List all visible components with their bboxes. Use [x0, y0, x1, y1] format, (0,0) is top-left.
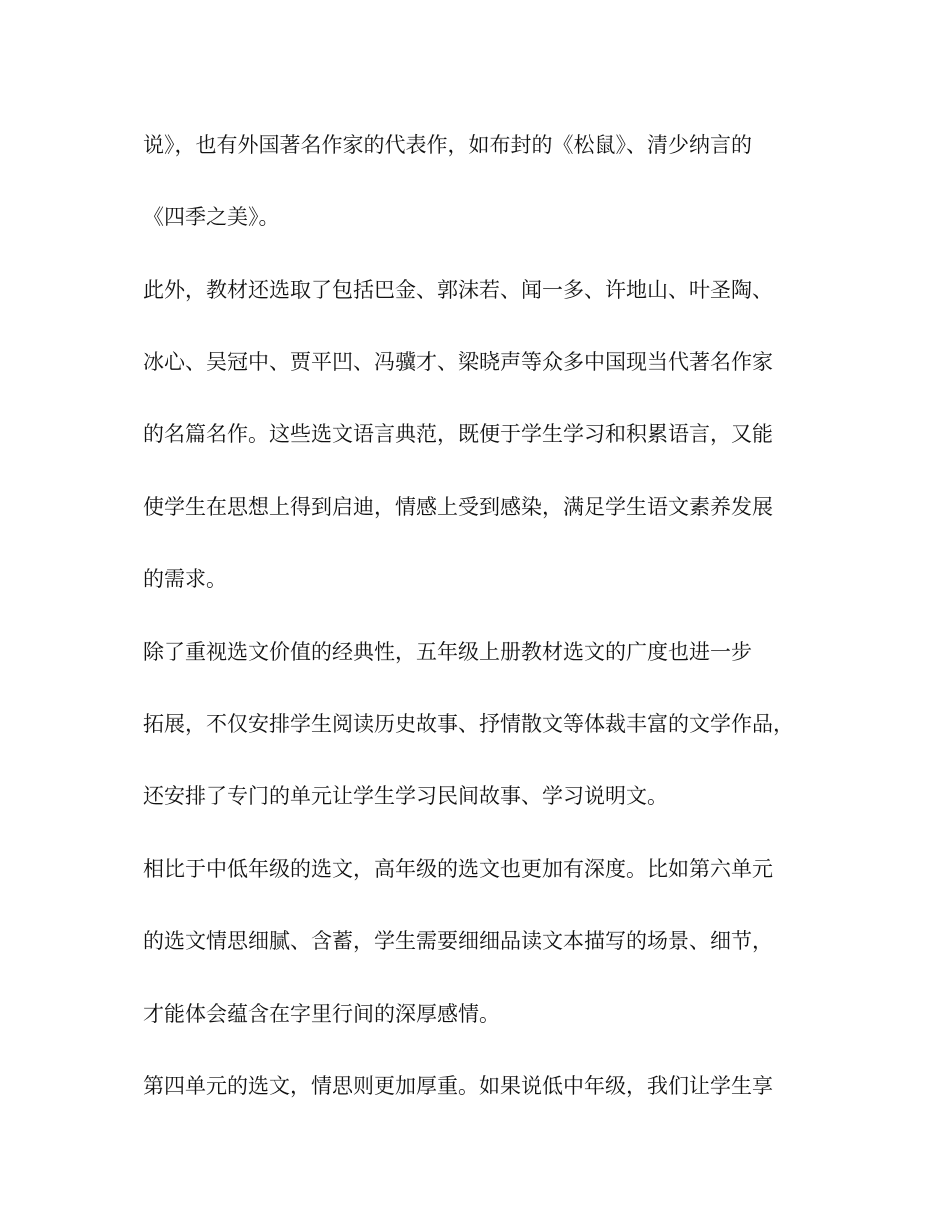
text-line: 还安排了专门的单元让学生学习民间故事、学习说明文。 [143, 784, 668, 808]
text-line: 第四单元的选文，情思则更加厚重。如果说低中年级，我们让学生享 [143, 1074, 773, 1098]
text-line: 的名篇名作。这些选文语言典范，既便于学生学习和积累语言，又能 [143, 422, 773, 446]
text-line: 冰心、吴冠中、贾平凹、冯骥才、梁晓声等众多中国现当代著名作家 [143, 350, 773, 374]
text-line: 使学生在思想上得到启迪，情感上受到感染，满足学生语文素养发展 [143, 495, 773, 519]
text-line: 此外，教材还选取了包括巴金、郭沫若、闻一多、许地山、叶圣陶、 [143, 278, 773, 302]
text-line: 的选文情思细腻、含蓄，学生需要细细品读文本描写的场景、细节， [143, 929, 773, 953]
text-line: 才能体会蕴含在字里行间的深厚感情。 [143, 1002, 500, 1026]
text-line: 拓展，不仅安排学生阅读历史故事、抒情散文等体裁丰富的文学作品， [143, 712, 794, 736]
text-line: 除了重视选文价值的经典性，五年级上册教材选文的广度也进一步 [143, 640, 752, 664]
text-line: 的需求。 [143, 567, 227, 591]
text-line: 《四季之美》。 [143, 205, 280, 229]
text-line: 相比于中低年级的选文，高年级的选文也更加有深度。比如第六单元 [143, 857, 773, 881]
text-line: 说》，也有外国著名作家的代表作，如布封的《松鼠》、清少纳言的 [143, 133, 752, 157]
